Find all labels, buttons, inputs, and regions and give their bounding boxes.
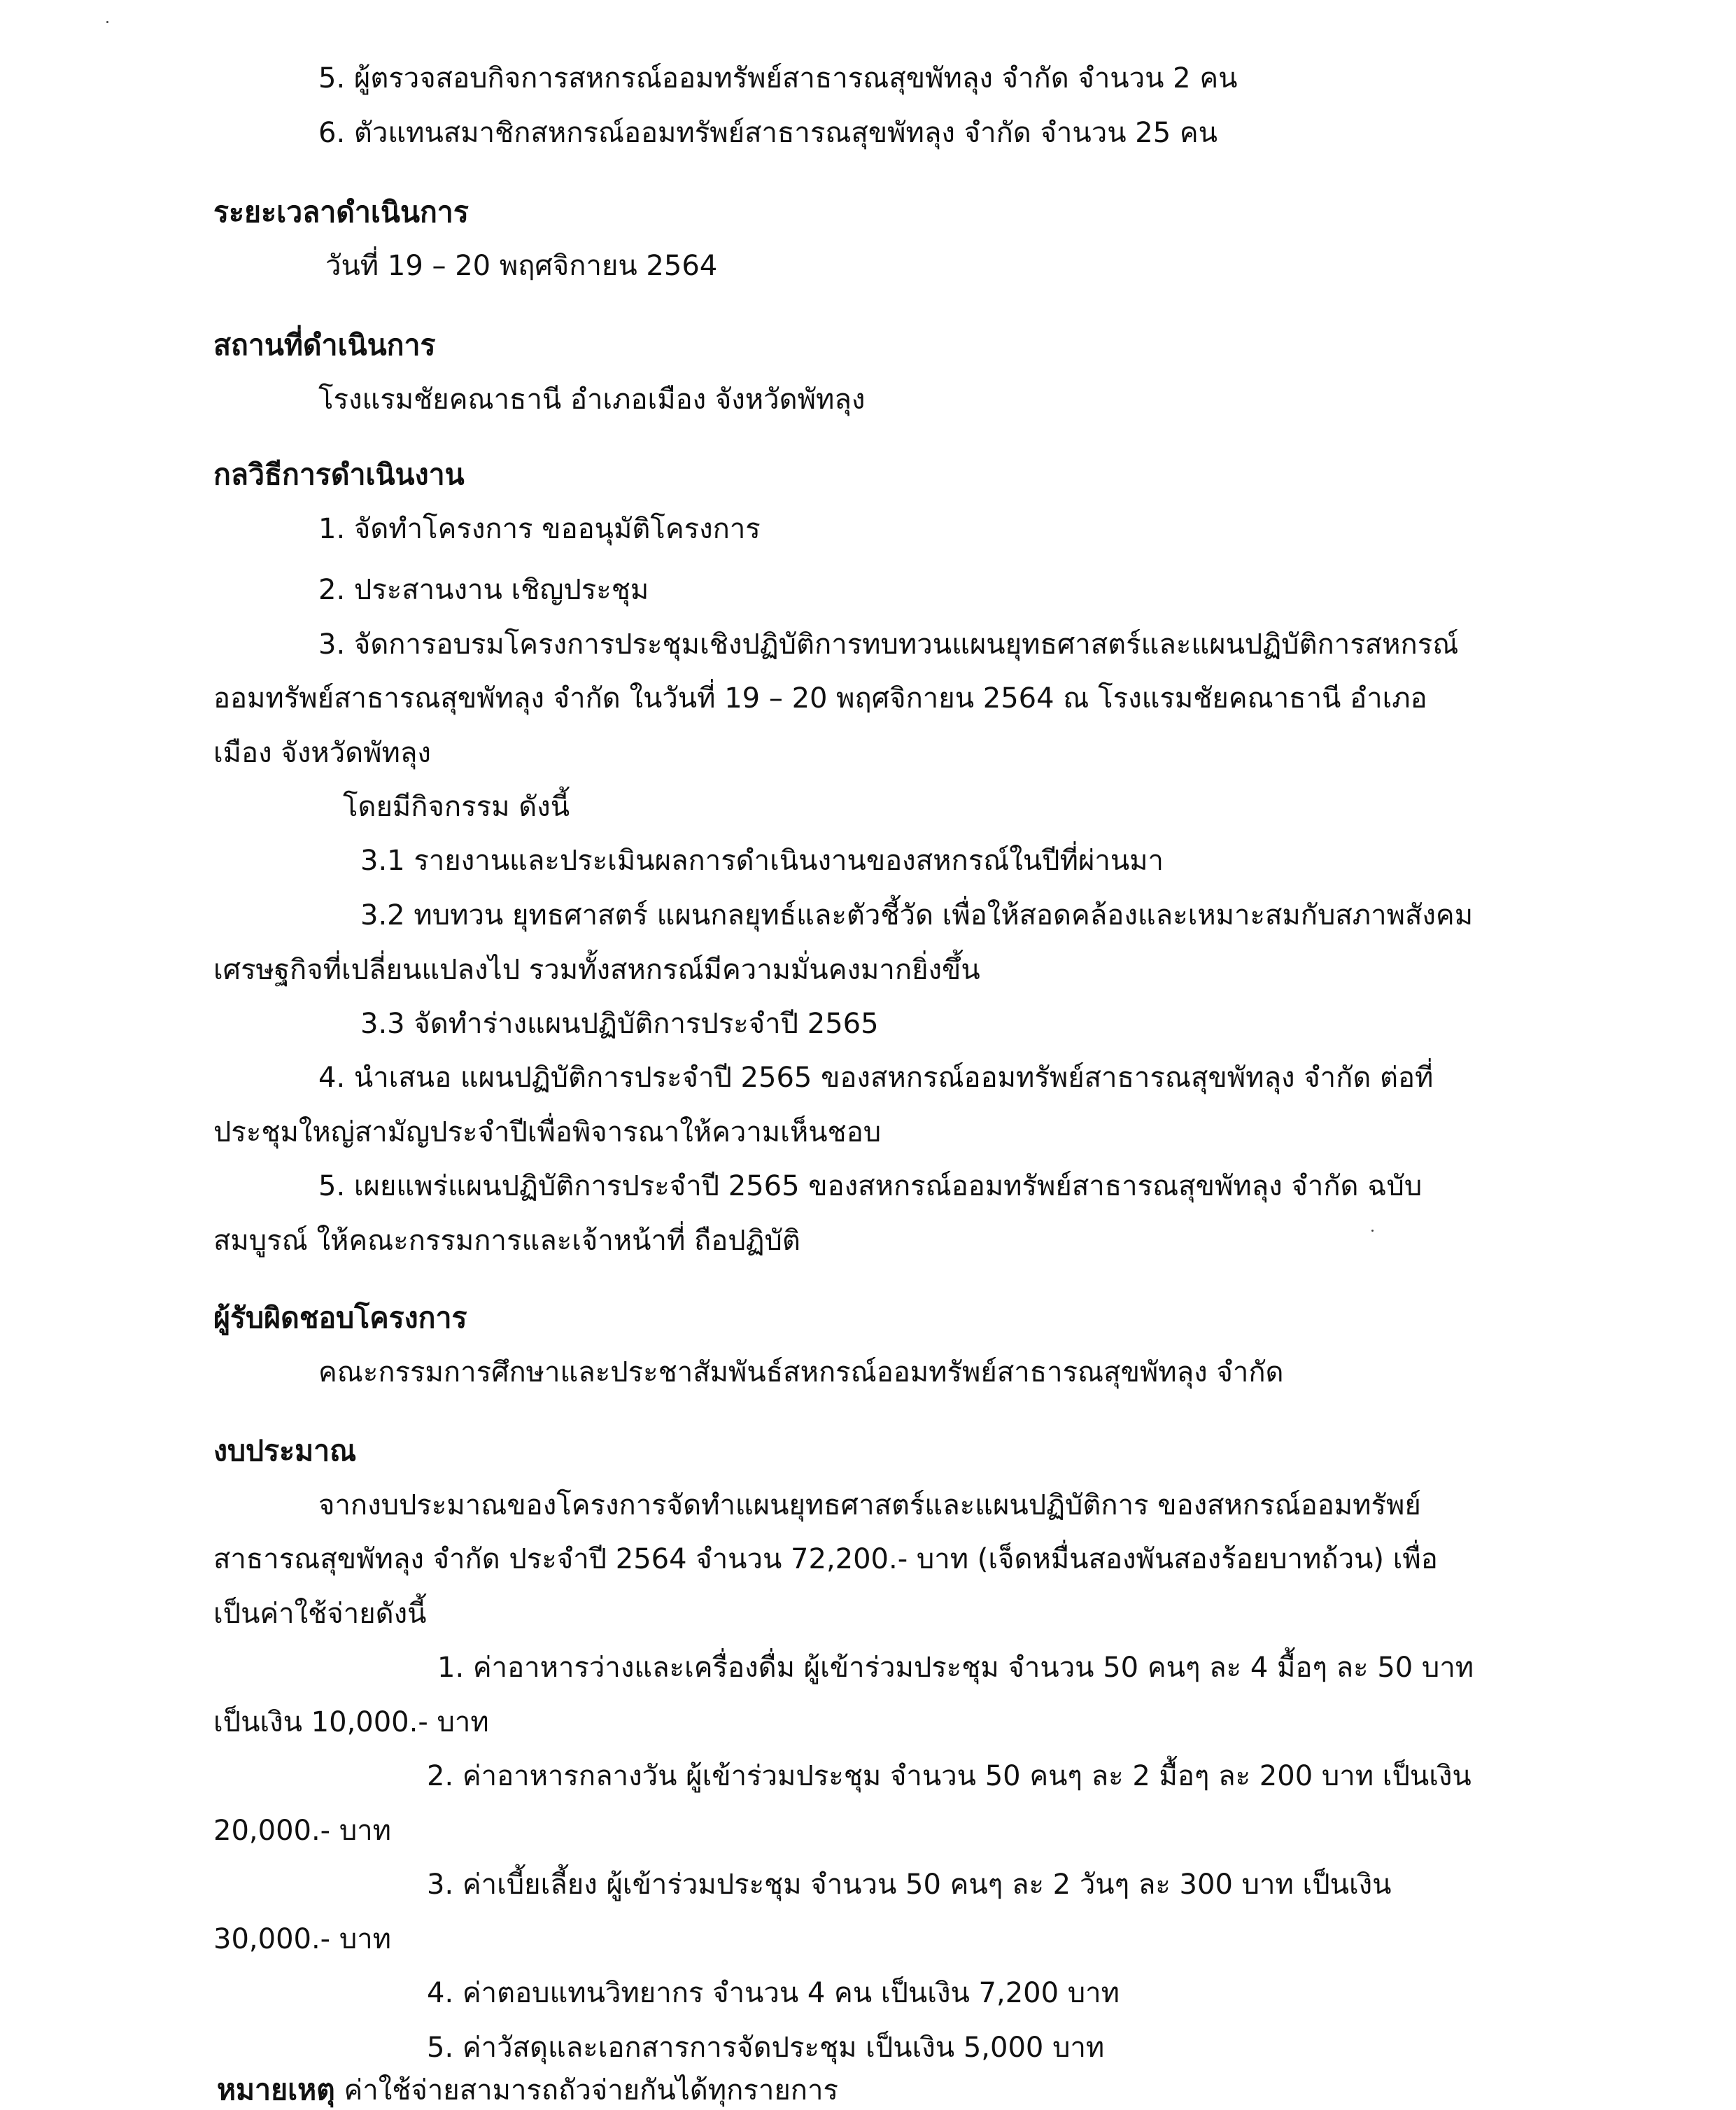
- budget-item: 3. ค่าเบี้ยเลี้ยง ผู้เข้าร่วมประชุม จำนวน 50 คนๆ ละ 2 วันๆ ละ 300 บาท เป็นเงิน: [427, 1869, 1392, 1901]
- method-line: ประชุมใหญ่สามัญประจำปีเพื่อพิจารณาให้ความเห็นชอบ: [213, 1116, 882, 1148]
- method-line: 3.3 จัดทำร่างแผนปฏิบัติการประจำปี 2565: [360, 1008, 879, 1040]
- method-line: 3.2 ทบทวน ยุทธศาสตร์ แผนกลยุทธ์และตัวชี้วัด เพื่อให้สอดคล้องและเหมาะสมกับสภาพสังคม: [360, 899, 1474, 931]
- budget-item-amount: เป็นเงิน 10,000.- บาท: [213, 1706, 489, 1738]
- participant-item-6: 6. ตัวแทนสมาชิกสหกรณ์ออมทรัพย์สาธารณสุขพัทลุง จำกัด จำนวน 25 คน: [318, 117, 1218, 149]
- note-label: หมายเหตุ: [217, 2073, 335, 2107]
- budget-item: 4. ค่าตอบแทนวิทยากร จำนวน 4 คน เป็นเงิน 7,200 บาท: [427, 1977, 1120, 2009]
- note-line: [217, 2070, 838, 2110]
- method-line: โดยมีกิจกรรม ดังนี้: [343, 791, 570, 823]
- method-line: 4. นำเสนอ แผนปฏิบัติการประจำปี 2565 ของสหกรณ์ออมทรัพย์สาธารณสุขพัทลุง จำกัด ต่อที่: [318, 1062, 1434, 1094]
- budget-item: 1. ค่าอาหารว่างและเครื่องดื่ม ผู้เข้าร่วมประชุม จำนวน 50 คนๆ ละ 4 มื้อๆ ละ 50 บาท: [437, 1652, 1474, 1684]
- method-line: 1. จัดทำโครงการ ขออนุมัติโครงการ: [318, 513, 761, 545]
- method-line: เศรษฐกิจที่เปลี่ยนแปลงไป รวมทั้งสหกรณ์มีความมั่นคงมากยิ่งขึ้น: [213, 954, 980, 986]
- period-heading: ระยะเวลาดำเนินการ: [213, 195, 469, 229]
- method-line: ออมทรัพย์สาธารณสุขพัทลุง จำกัด ในวันที่ 19 – 20 พฤศจิกายน 2564 ณ โรงแรมชัยคณาธานี อำเภอ: [213, 682, 1427, 715]
- budget-line: เป็นค่าใช้จ่ายดังนี้: [213, 1598, 427, 1630]
- venue-heading: สถานที่ดำเนินการ: [213, 328, 436, 362]
- scan-speck: [106, 21, 108, 23]
- venue-text: โรงแรมชัยคณาธานี อำเภอเมือง จังหวัดพัทลุง: [318, 384, 866, 416]
- method-line: 5. เผยแพร่แผนปฏิบัติการประจำปี 2565 ของสหกรณ์ออมทรัพย์สาธารณสุขพัทลุง จำกัด ฉบับ: [318, 1170, 1423, 1202]
- budget-item-amount: 30,000.- บาท: [213, 1923, 392, 1955]
- method-heading: กลวิธีการดำเนินงาน: [213, 458, 465, 491]
- note-text: ค่าใช้จ่ายสามารถถัวจ่ายกันได้ทุกรายการ: [344, 2074, 838, 2107]
- budget-line: จากงบประมาณของโครงการจัดทำแผนยุทธศาสตร์และแผนปฏิบัติการ ของสหกรณ์ออมทรัพย์: [318, 1489, 1421, 1521]
- participant-item-5: 5. ผู้ตรวจสอบกิจการสหกรณ์ออมทรัพย์สาธารณสุขพัทลุง จำกัด จำนวน 2 คน: [318, 62, 1238, 94]
- budget-item-amount: 20,000.- บาท: [213, 1815, 392, 1847]
- method-line: 2. ประสานงาน เชิญประชุม: [318, 574, 649, 606]
- responsible-text: คณะกรรมการศึกษาและประชาสัมพันธ์สหกรณ์ออมทรัพย์สาธารณสุขพัทลุง จำกัด: [318, 1356, 1284, 1388]
- budget-heading: งบประมาณ: [213, 1434, 357, 1468]
- method-line: 3.1 รายงานและประเมินผลการดำเนินงานของสหกรณ์ในปีที่ผ่านมา: [360, 845, 1164, 877]
- period-text: วันที่ 19 – 20 พฤศจิกายน 2564: [325, 250, 718, 282]
- method-line: 3. จัดการอบรมโครงการประชุมเชิงปฏิบัติการทบทวนแผนยุทธศาสตร์และแผนปฏิบัติการสหกรณ์: [318, 628, 1459, 661]
- budget-item: 5. ค่าวัสดุและเอกสารการจัดประชุม เป็นเงิน 5,000 บาท: [427, 2032, 1105, 2064]
- method-line: สมบูรณ์ ให้คณะกรรมการและเจ้าหน้าที่ ถือปฏิบัติ: [213, 1225, 800, 1257]
- method-line: เมือง จังหวัดพัทลุง: [213, 737, 431, 769]
- responsible-heading: ผู้รับผิดชอบโครงการ: [213, 1301, 467, 1335]
- budget-line: สาธารณสุขพัทลุง จำกัด ประจำปี 2564 จำนวน 72,200.- บาท (เจ็ดหมื่นสองพันสองร้อยบาทถ้วน) เพื่อ: [213, 1543, 1438, 1575]
- budget-item: 2. ค่าอาหารกลางวัน ผู้เข้าร่วมประชุม จำนวน 50 คนๆ ละ 2 มื้อๆ ละ 200 บาท เป็นเงิน: [427, 1760, 1472, 1792]
- scan-speck: [1371, 1230, 1374, 1232]
